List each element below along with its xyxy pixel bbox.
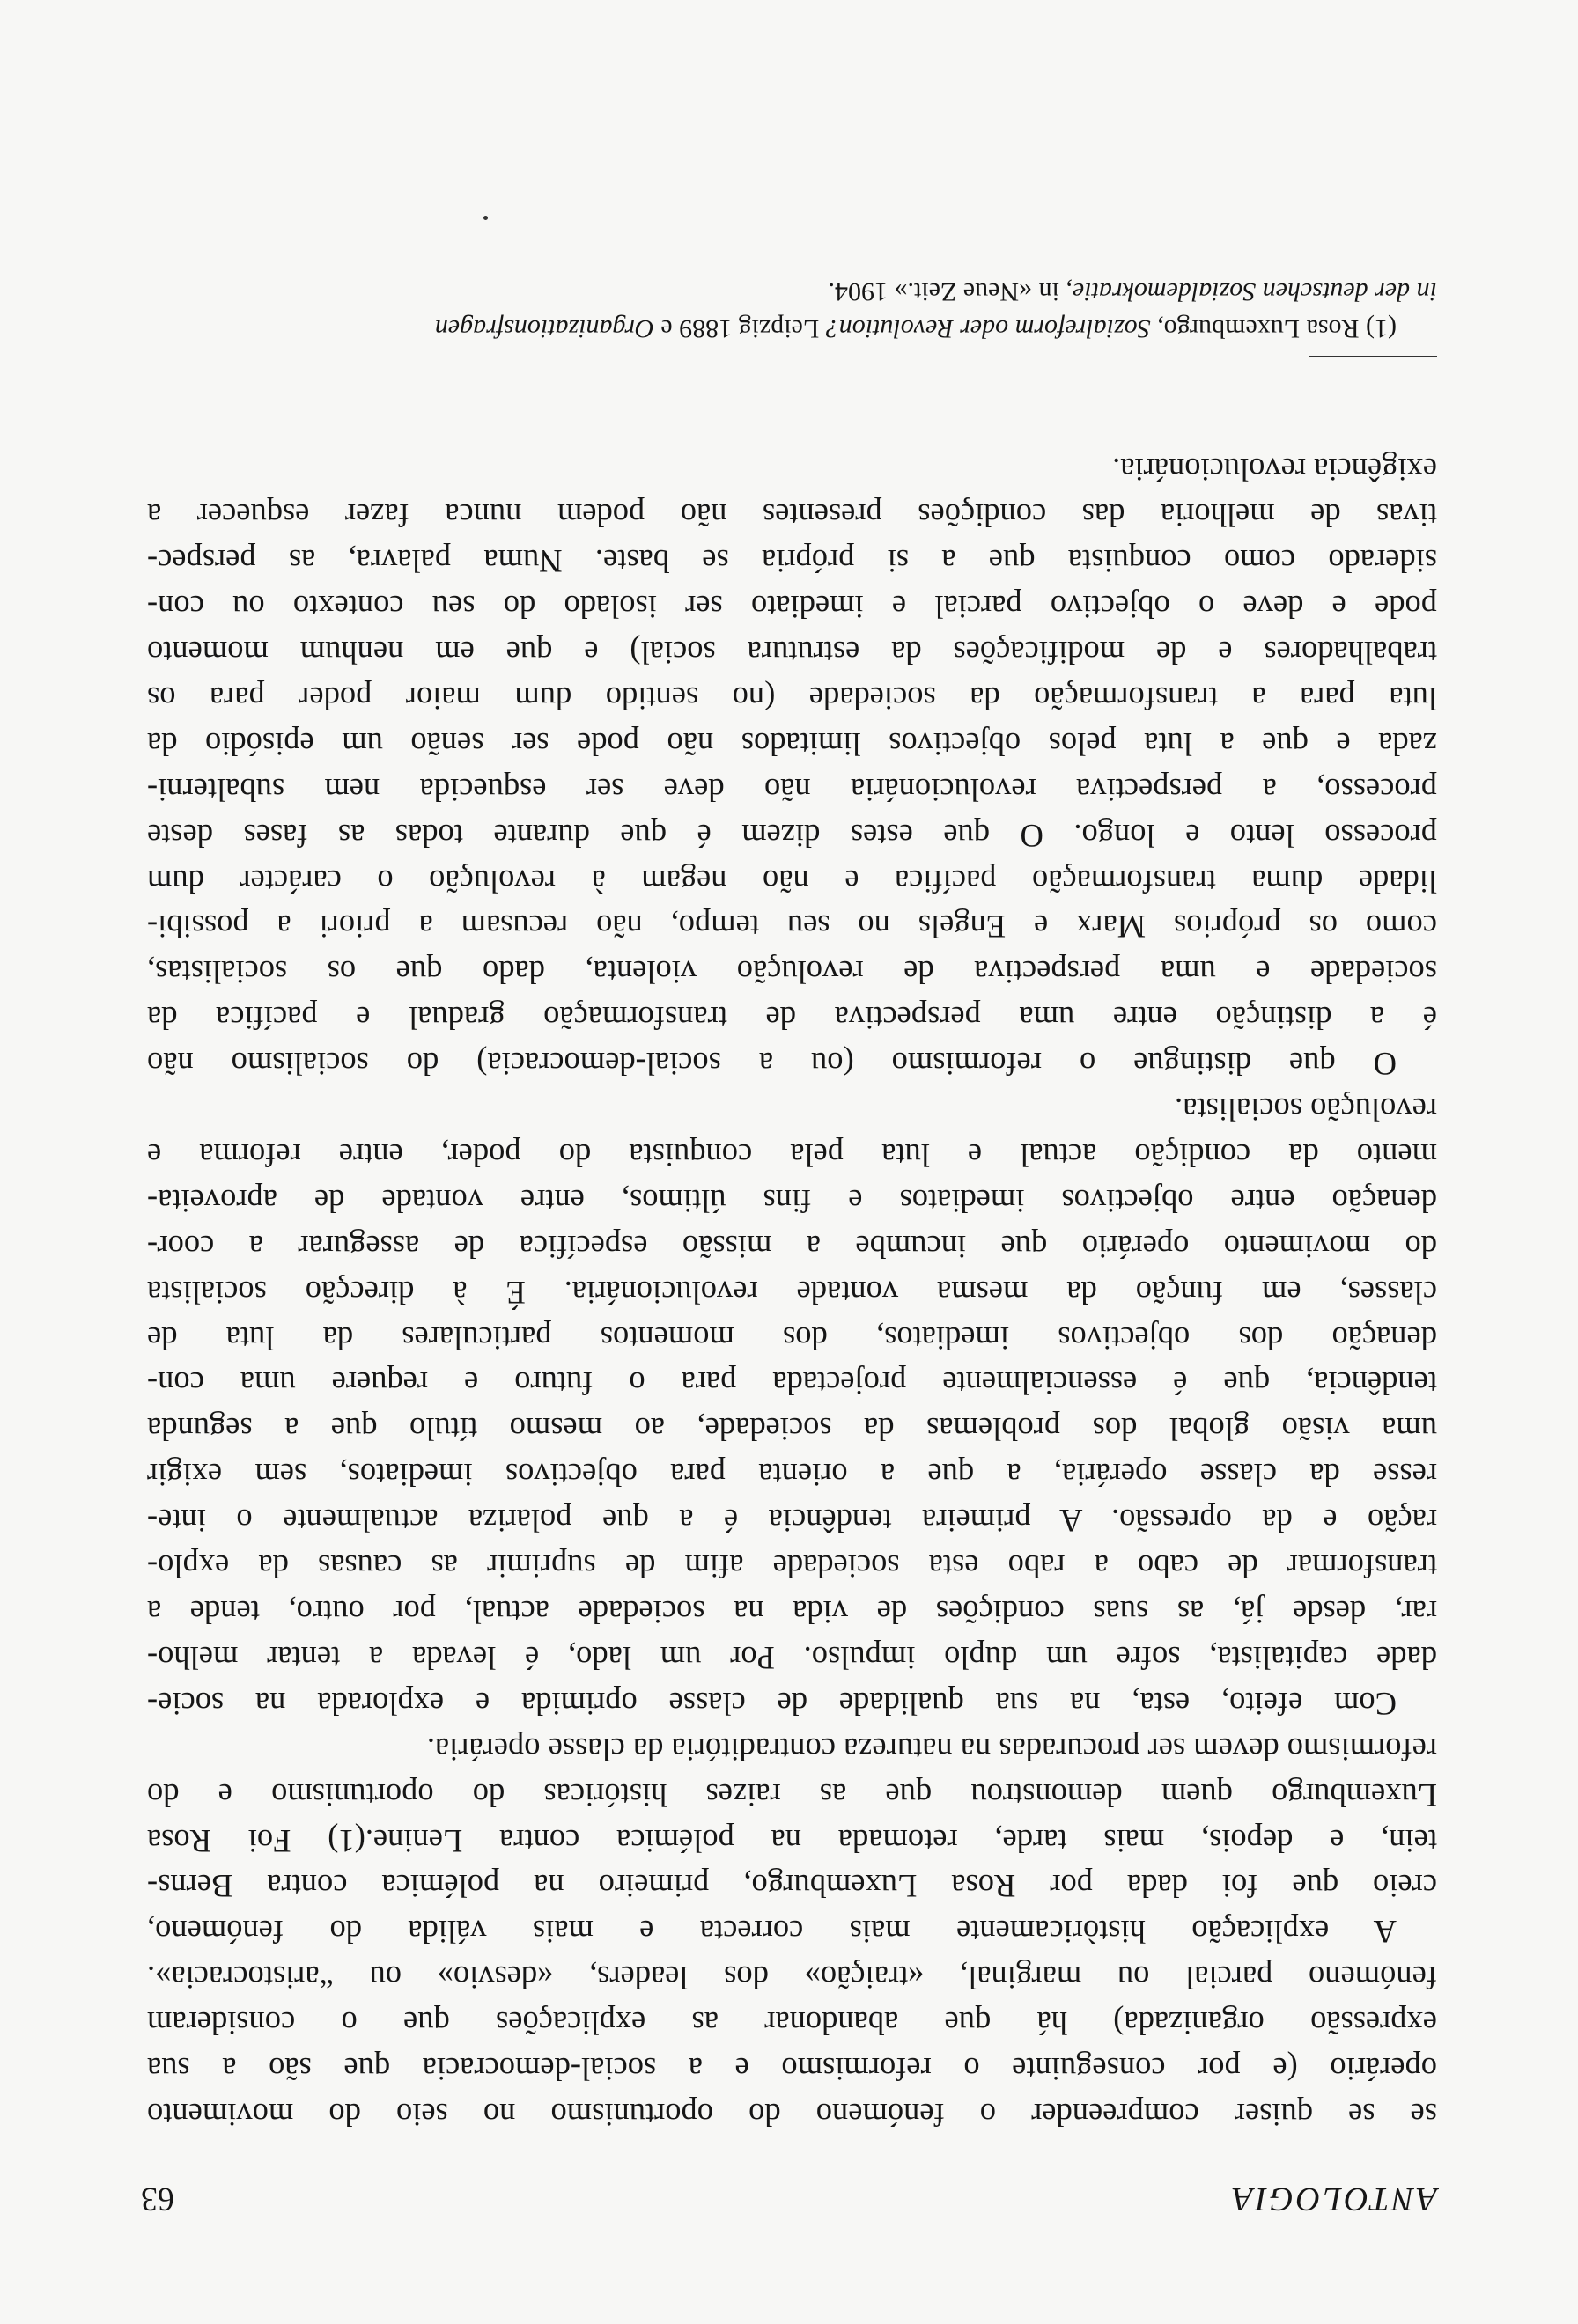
footnote-text: in «Neue Zeit.» 1904.	[828, 277, 1066, 306]
page-header	[141, 2166, 1437, 2218]
running-title: ANTOLOGIA	[1229, 2181, 1437, 2217]
footnote-book-title: Sozialreform oder Revolution?	[825, 314, 1151, 343]
text-line: pode e deve o objectivo parcial e imediato ser isolado do seu contexto ou con-	[147, 589, 1437, 626]
text-line: fenómeno parcial ou marginal, «traição» dos leaders, «desvio» ou “aristocracia».	[147, 1960, 1437, 1997]
ink-speck	[483, 216, 488, 220]
page-number: 63	[141, 2181, 174, 2217]
footnote-rule	[1309, 356, 1437, 357]
paragraph-2	[147, 1086, 1437, 1726]
text-line: revolução socialista.	[1175, 1092, 1437, 1129]
text-line: mento da condição actual e luta pela conquista do poder, entre reforma e	[147, 1136, 1437, 1173]
footnote	[147, 273, 1437, 347]
footnote-line	[147, 273, 1437, 310]
text-line: se se quiser compreender o fenómeno do oportunismo no seio do movimento	[147, 2097, 1437, 2133]
footnote-marker: (1)	[1366, 314, 1397, 343]
text-line: A explicação històricamente mais correcta e mais válida do fenómeno,	[147, 1914, 1397, 1951]
text-line: denação entre objectivos imediatos e fins últimos, entre vontade de aproveita-	[147, 1182, 1437, 1219]
text-line: tein, e depois, mais tarde, retomada na polémica contra Lenine.(1) Foi Rosa	[147, 1822, 1437, 1859]
text-line: do movimento operário que incumbe a missão específica de assegurar a coor-	[147, 1228, 1437, 1265]
text-line: Luxemburgo quem demonstrou que as raizes históricas do oportunismo e do	[147, 1776, 1437, 1813]
text-line: classes, em função da mesma vontade revolucionária. É à direcção socialista	[147, 1274, 1437, 1311]
text-line: ração e da opressão. A primeira tendência é a que polariza actualmente o inte-	[147, 1503, 1437, 1540]
text-line: resse da classe operária, a que a orienta para objectivos imediatos, sem exigir	[147, 1457, 1437, 1494]
text-line: zada e que a luta pelos objectivos limitados não pode ser senão um episódio da	[147, 725, 1437, 762]
text-line: O que distingue o reformismo (ou a social-democracia) do socialismo não	[147, 1046, 1397, 1083]
footnote-book-title: in der deutschen Sozialdemokratie,	[1066, 277, 1437, 306]
footnote-book-title: Organizationsfragen	[434, 314, 654, 343]
text-line: é a distinção entre uma perspectiva de transformação gradual e pacífica da	[147, 1000, 1437, 1037]
paragraph-3	[147, 446, 1437, 1086]
text-line: denação dos objectivos imediatos, dos momentos particulares da luta de	[147, 1320, 1437, 1357]
text-line: expressão organizada) há que abandonar as explicações que o consideram	[147, 2005, 1437, 2042]
text-line: rar, desde já, as suas condições de vida na sociedade actual, por outro, tende a	[147, 1594, 1437, 1631]
paragraph-1	[147, 1726, 1437, 2137]
text-line: Com efeito, esta, na sua qualidade de classe oprimida e explorada na socie-	[147, 1685, 1397, 1722]
text-line: exigência revolucionária.	[1112, 452, 1437, 489]
text-line: tendência, que é essencialmente projectada para o futuro e requere uma con-	[147, 1365, 1437, 1402]
text-line: processo, a perspectiva revolucionária não deve ser esquecida nem subalterni-	[147, 771, 1437, 808]
footnote-line	[147, 310, 1437, 347]
text-line: tivas de melhoria das condições presentes não podem nunca fazer esquecer a	[147, 497, 1437, 534]
text-line: creio que foi dada por Rosa Luxemburgo, primeiro na polémica contra Berns-	[147, 1868, 1437, 1905]
text-line: lidade duma transformação pacífica e não negam à revolução o carácter dum	[147, 863, 1437, 900]
text-line: dade capitalista, sofre um duplo impulso. Por um lado, é levada a tentar melho-	[147, 1639, 1437, 1676]
text-line: processo lento e longo. O que estes dizem é que durante todas as fases deste	[147, 817, 1437, 854]
body-text	[147, 446, 1437, 2137]
text-line: luta para a transformação da sociedade (no sentido dum maior poder para os	[147, 680, 1437, 717]
text-line: uma visão global dos problemas da sociedade, ao mesmo título que a segunda	[147, 1411, 1437, 1448]
text-line: reformismo devem ser procuradas na natureza contraditória da classe operária.	[426, 1731, 1437, 1768]
footnote-text: Leipzig 1889 e	[653, 314, 826, 343]
text-line: como os próprios Marx e Engels no seu tempo, não recusam a priori a possibi-	[147, 908, 1437, 945]
footnote-text: Rosa Luxemburgo,	[1150, 314, 1360, 343]
text-line: sociedade e uma perspectiva de revolução violenta, dado que os socialistas,	[147, 954, 1437, 991]
text-line: operário (e por conseguinte o reformismo e a social-democracia que são a sua	[147, 2051, 1437, 2088]
text-line: trabalhadores e de modificações da estrutura social) e que em nenhum momento	[147, 635, 1437, 671]
text-line: siderado como conquista que a si própria se baste. Numa palavra, as perspec-	[147, 543, 1437, 580]
text-line: transformar de cabo a rabo esta sociedade afim de suprimir as causas da explo-	[147, 1548, 1437, 1585]
